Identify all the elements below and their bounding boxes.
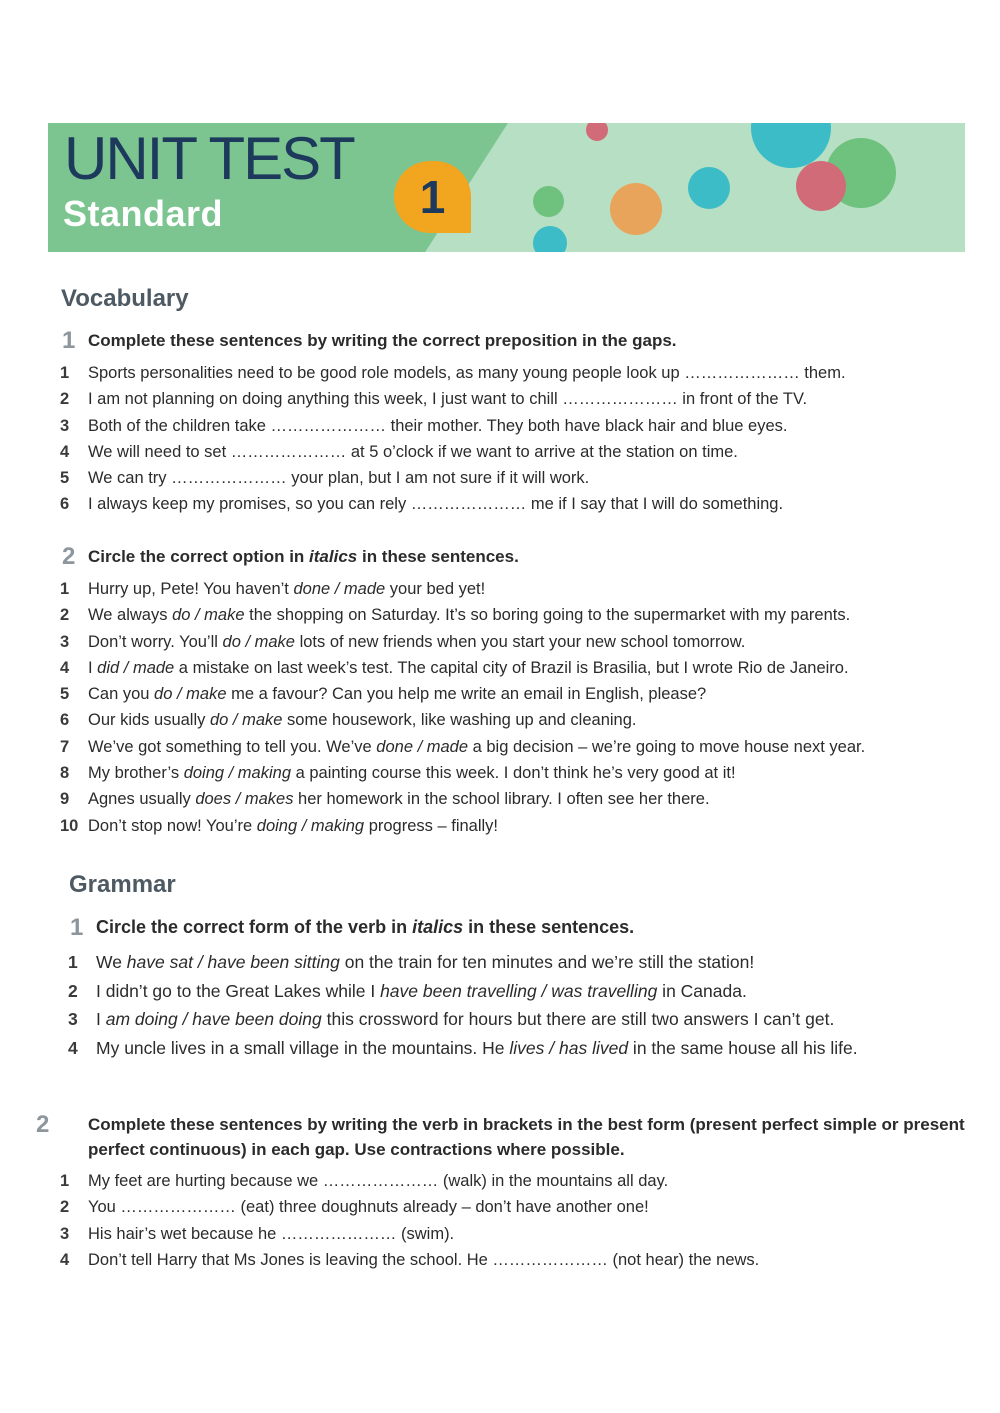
question-item <box>60 707 865 733</box>
question-number: 1 <box>68 952 78 972</box>
vocabulary-ex2-list <box>60 576 865 839</box>
vocabulary-ex2-instruction: 2 Circle the correct option in italics in these sentences. <box>62 543 519 570</box>
question-number: 2 <box>60 390 70 409</box>
question-item <box>60 413 846 439</box>
question-number: 6 <box>60 495 70 514</box>
question-number: 4 <box>60 1250 70 1269</box>
decor-dot-teal-medium <box>688 167 730 209</box>
question-number: 1 <box>60 1172 70 1190</box>
decor-dot-pink-large <box>796 161 846 211</box>
question-number: 3 <box>60 416 70 435</box>
question-number: 4 <box>60 442 70 461</box>
question-text: We can try ………………… your plan, but I am not sure if it will work. <box>88 469 590 488</box>
grammar-heading: Grammar <box>69 871 176 898</box>
exercise-number: 2 <box>62 543 76 570</box>
decor-dot-orange <box>610 183 662 235</box>
grammar-ex2-instruction: 2 Complete these sentences by writing the verb in brackets in the best form (present perfect simple or present perfect continuous) in each gap. Use contractions where possible. <box>36 1111 965 1159</box>
question-text: We have sat / have been sitting on the train for ten minutes and we’re still the station! <box>96 952 755 972</box>
question-text: My uncle lives in a small village in the mountains. He lives / has lived in the same house all his life. <box>96 1037 858 1058</box>
grammar-ex1-instruction: 1 Circle the correct form of the verb in italics in these sentences. <box>70 914 635 941</box>
question-text: I did / made a mistake on last week’s test. The capital city of Brazil is Brasilia, but I wrote Rio de Janeiro. <box>88 658 849 677</box>
question-item <box>60 491 846 517</box>
question-text: We always do / make the shopping on Saturday. It’s so boring going to the supermarket with my parents. <box>88 606 851 625</box>
question-number: 10 <box>60 816 79 835</box>
question-item <box>60 786 865 812</box>
question-text: Our kids usually do / make some housework, like washing up and cleaning. <box>88 711 637 730</box>
grammar-ex1-list <box>68 948 858 1062</box>
question-item <box>68 1034 858 1063</box>
question-number: 1 <box>60 364 70 382</box>
question-text: Hurry up, Pete! You haven’t done / made your bed yet! <box>88 580 486 598</box>
question-text: Can you do / make me a favour? Can you help me write an email in English, please? <box>88 685 707 704</box>
question-number: 2 <box>68 980 78 1001</box>
question-text: I didn’t go to the Great Lakes while I have been travelling / was travelling in Canada. <box>96 980 747 1001</box>
question-item <box>60 465 846 491</box>
question-number: 1 <box>60 580 70 598</box>
question-item <box>60 681 865 707</box>
unit-test-title: UNIT TEST <box>64 125 354 192</box>
question-text: I am not planning on doing anything this week, I just want to chill ………………… in front of the TV. <box>88 390 808 409</box>
question-item <box>60 386 846 412</box>
question-item <box>60 629 865 655</box>
question-number: 3 <box>60 1224 70 1243</box>
question-number: 5 <box>60 469 70 488</box>
question-text: I always keep my promises, so you can rely ………………… me if I say that I will do something. <box>88 495 784 514</box>
question-number: 9 <box>60 790 70 809</box>
vocabulary-ex1-list <box>60 360 846 518</box>
vocabulary-ex1-instruction: 1 Complete these sentences by writing the correct preposition in the gaps. <box>62 327 677 354</box>
question-number: 4 <box>68 1037 78 1058</box>
question-text: We will need to set ………………… at 5 o’clock if we want to arrive at the station on time. <box>88 442 738 461</box>
question-item <box>60 760 865 786</box>
exercise-number: 1 <box>70 914 84 941</box>
question-text: His hair’s wet because he ………………… (swim). <box>88 1224 455 1243</box>
exercise-number: 2 <box>36 1111 50 1138</box>
question-item <box>60 576 865 602</box>
question-text: Both of the children take ………………… their mother. They both have black hair and blue eyes. <box>88 416 788 435</box>
question-item <box>60 655 865 681</box>
decor-dot-pink-small <box>586 123 608 141</box>
decor-dot-green-small <box>533 186 564 217</box>
question-item <box>68 1005 858 1034</box>
question-number: 2 <box>60 1198 70 1217</box>
question-number: 4 <box>60 658 70 677</box>
question-text: Don’t worry. You’ll do / make lots of new friends when you start your new school tomorrow. <box>88 632 746 651</box>
question-text: My brother’s doing / making a painting course this week. I don’t think he’s very good at it! <box>88 764 736 783</box>
question-text: We’ve got something to tell you. We’ve done / made a big decision – we’re going to move house next year. <box>88 737 866 756</box>
question-number: 5 <box>60 685 70 704</box>
vocabulary-heading: Vocabulary <box>61 285 189 312</box>
question-number: 3 <box>60 632 70 651</box>
question-number: 8 <box>60 764 70 783</box>
question-item <box>60 602 865 628</box>
decor-dot-teal-small <box>533 226 567 252</box>
question-text: Don’t stop now! You’re doing / making progress – finally! <box>88 816 499 835</box>
question-item <box>60 360 846 386</box>
question-number: 2 <box>60 606 70 625</box>
question-item <box>68 977 858 1006</box>
question-item <box>60 813 865 839</box>
question-item <box>60 1221 759 1247</box>
question-text: Don’t tell Harry that Ms Jones is leaving the school. He ………………… (not hear) the news. <box>88 1250 760 1269</box>
unit-test-banner <box>48 123 965 252</box>
question-number: 6 <box>60 711 70 730</box>
unit-test-subtitle: Standard <box>63 193 224 234</box>
question-item <box>60 1247 759 1273</box>
question-number: 3 <box>68 1009 78 1029</box>
question-text: My feet are hurting because we ………………… (walk) in the mountains all day. <box>88 1172 669 1190</box>
question-item <box>60 734 865 760</box>
exercise-number: 1 <box>62 327 76 354</box>
question-item <box>68 948 858 977</box>
question-text: Agnes usually does / makes her homework in the school library. I often see her there. <box>88 790 710 809</box>
unit-number-badge: 1 <box>394 161 471 233</box>
question-text: You ………………… (eat) three doughnuts already – don’t have another one! <box>88 1198 649 1217</box>
question-item <box>60 1168 759 1194</box>
question-item <box>60 439 846 465</box>
question-item <box>60 1194 759 1220</box>
question-text: I am doing / have been doing this crossword for hours but there are still two answers I can’t get. <box>96 1009 835 1029</box>
question-text: Sports personalities need to be good role models, as many young people look up ………………… them. <box>88 364 846 382</box>
question-number: 7 <box>60 737 70 756</box>
grammar-ex2-list <box>60 1168 759 1273</box>
